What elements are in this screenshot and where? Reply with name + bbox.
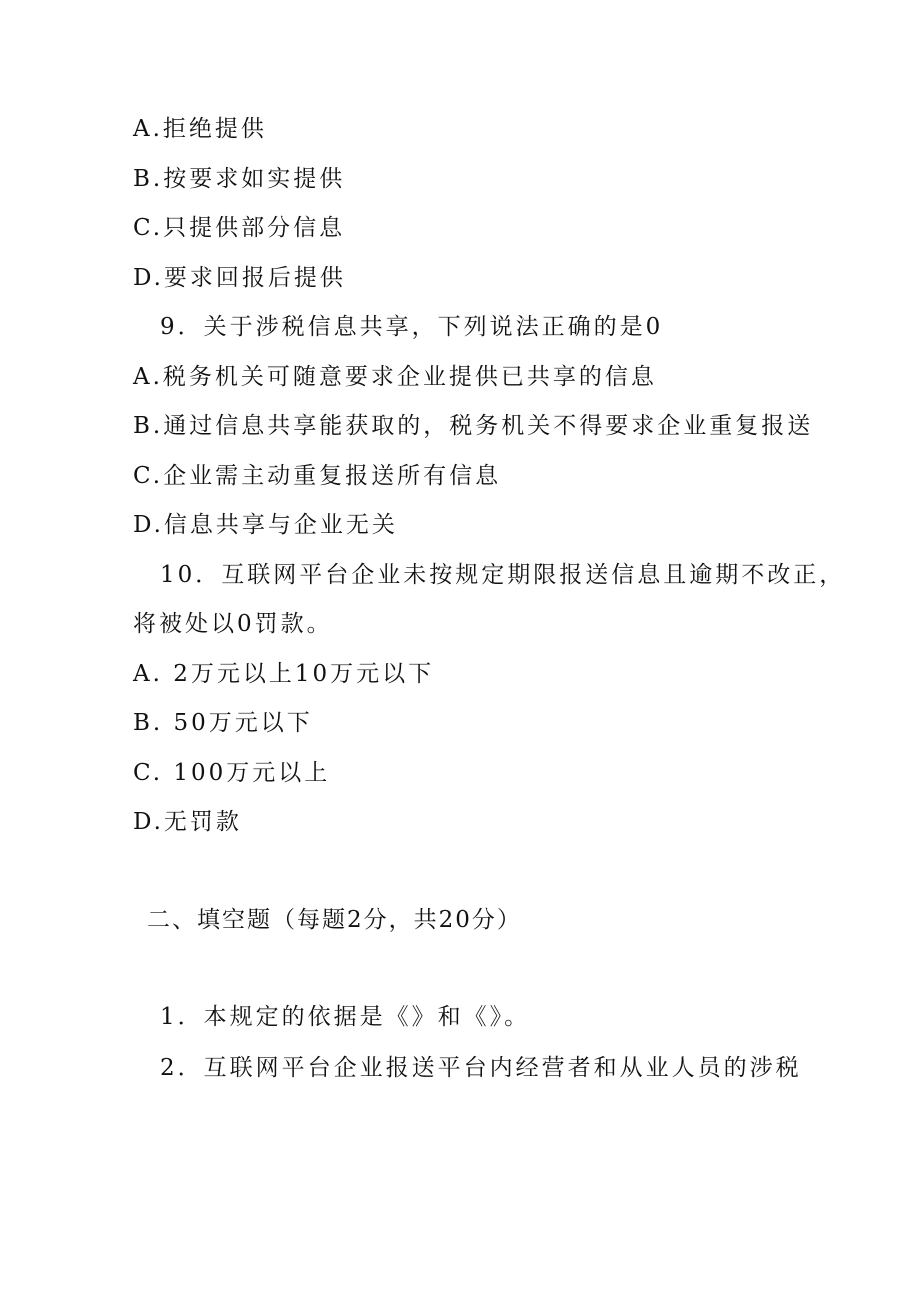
q10-stem-line2: 将被处以0罚款。 <box>133 611 333 637</box>
q8-option-d: D.要求回报后提供 <box>133 265 346 291</box>
q9-stem: 9．关于涉税信息共享，下列说法正确的是0 <box>160 314 664 340</box>
q8-option-a: A.拒绝提供 <box>133 116 267 142</box>
q10-option-d: D.无罚款 <box>133 809 242 835</box>
section-title: 二、填空题（每题2分，共20分） <box>147 907 522 933</box>
q10-option-b: B. 50万元以下 <box>133 710 313 736</box>
q10-option-c: C. 100万元以上 <box>133 760 331 786</box>
q8-option-c: C.只提供部分信息 <box>133 215 346 241</box>
q10-option-a: A. 2万元以上10万元以下 <box>133 661 435 687</box>
q9-option-d: D.信息共享与企业无关 <box>133 512 398 538</box>
q10-stem-line1: 10．互联网平台企业未按规定期限报送信息且逾期不改正， <box>160 562 846 588</box>
q9-option-a: A.税务机关可随意要求企业提供已共享的信息 <box>133 364 657 390</box>
q8-option-b: B.按要求如实提供 <box>133 166 346 192</box>
fill-question-2: 2．互联网平台企业报送平台内经营者和从业人员的涉税 <box>160 1055 802 1081</box>
q9-option-b: B.通过信息共享能获取的，税务机关不得要求企业重复报送 <box>133 413 814 439</box>
fill-question-1: 1．本规定的依据是《》和《》。 <box>160 1004 531 1030</box>
q9-option-c: C.企业需主动重复报送所有信息 <box>133 463 502 489</box>
